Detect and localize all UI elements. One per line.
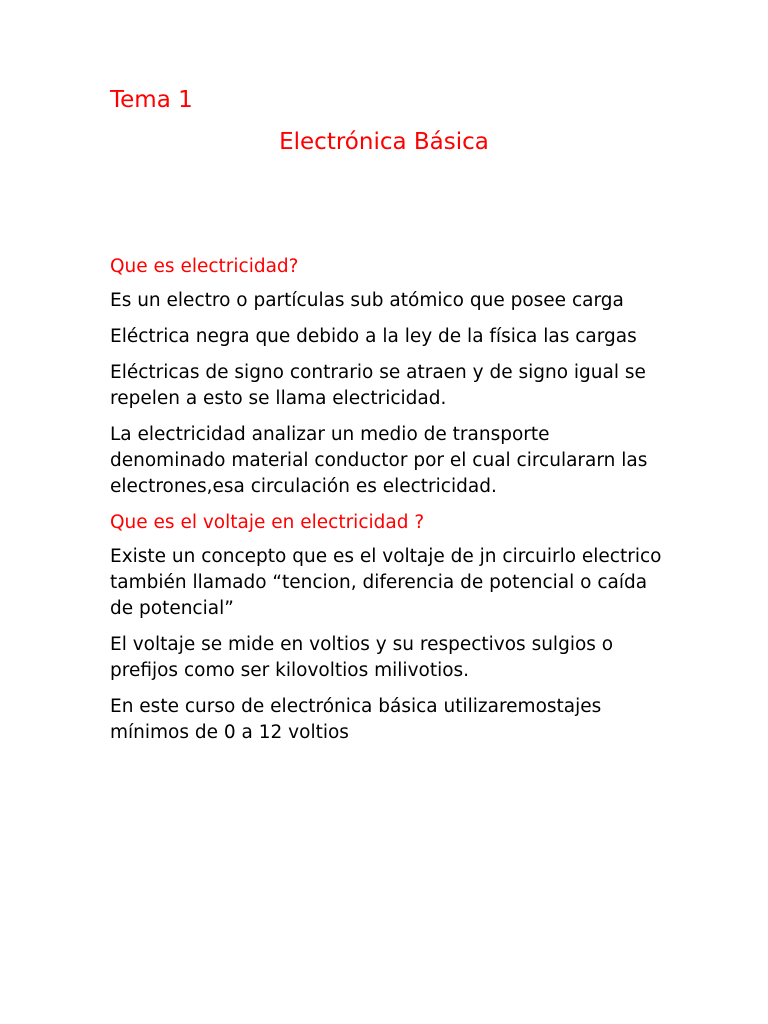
section-heading-voltaje: Que es el voltaje en electricidad ?: [110, 512, 425, 533]
chapter-label: Tema 1: [110, 87, 193, 113]
paragraph: En este curso de electrónica básica utilizaremostajes mínimos de 0 a 12 voltios: [110, 696, 602, 743]
document-title: Electrónica Básica: [279, 129, 489, 155]
paragraph: Eléctricas de signo contrario se atraen y de signo igual se repelen a esto se llama electricidad.: [110, 362, 646, 409]
paragraph: Existe un concepto que es el voltaje de jn circuirlo electrico también llamado “tencion, diferencia de potencial o caída de potencial”: [110, 546, 662, 619]
paragraph: El voltaje se mide en voltios y su respectivos sulgios o prefijos como ser kilovoltios milivotios.: [110, 634, 614, 681]
paragraph: Eléctrica negra que debido a la ley de la física las cargas: [110, 326, 637, 347]
paragraph: Es un electro o partículas sub atómico que posee carga: [110, 290, 624, 311]
section-heading-electricidad: Que es electricidad?: [110, 256, 299, 277]
document-body: [110, 254, 670, 756]
paragraph: La electricidad analizar un medio de transporte denominado material conductor por el cual circulararn las electrones,esa circulación es electricidad.: [110, 424, 648, 497]
